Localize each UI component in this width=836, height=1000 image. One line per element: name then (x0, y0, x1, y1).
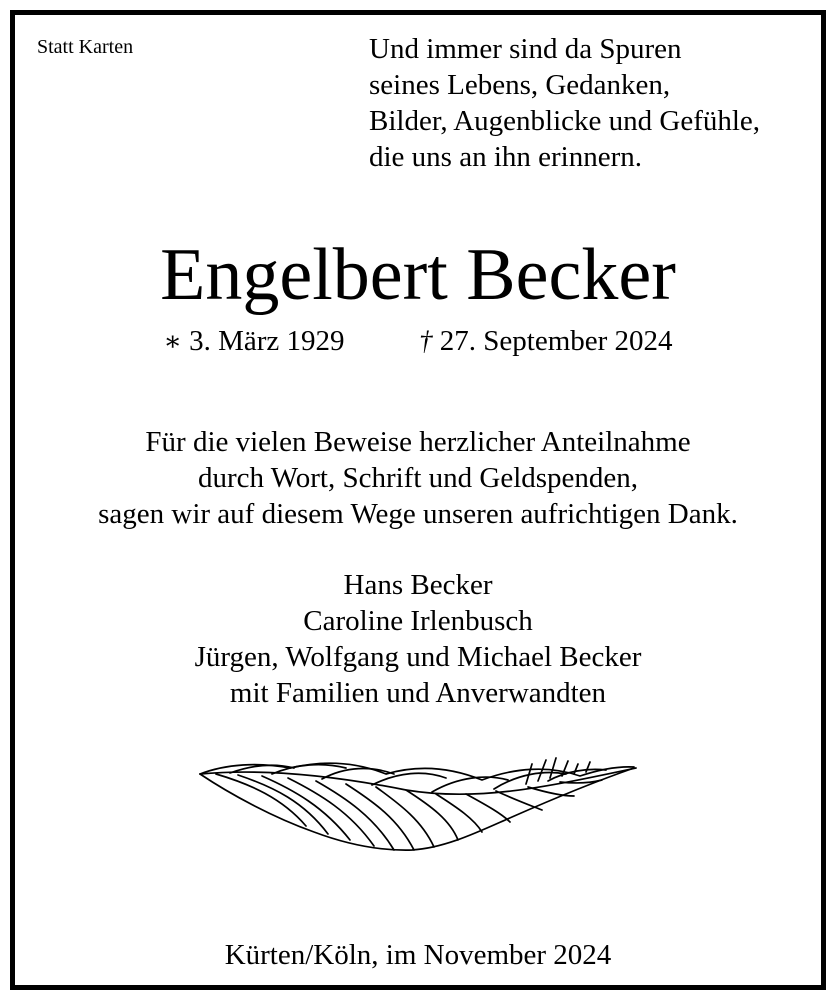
family-line: Jürgen, Wolfgang und Michael Becker (194, 641, 642, 673)
family-line: Caroline Irlenbusch (303, 605, 533, 637)
death-symbol: † (419, 326, 433, 356)
life-dates (0, 323, 836, 359)
feather-barb (432, 777, 508, 792)
birth-date: 3. März 1929 (189, 325, 345, 357)
feather-barb (406, 790, 458, 840)
feather-barb (376, 787, 434, 847)
quote-line: die uns an ihn erinnern. (369, 141, 643, 173)
thank-you-message (0, 424, 836, 532)
family-line: Hans Becker (343, 569, 493, 601)
feather-barb (494, 773, 566, 789)
feather-barb (528, 787, 574, 796)
header-note: Statt Karten (37, 36, 134, 58)
memorial-quote (369, 31, 760, 175)
thanks-line: sagen wir auf diesem Wege unseren aufrichtigen Dank. (98, 498, 738, 530)
feather-barb (496, 791, 542, 810)
feather-barb (466, 794, 510, 822)
quote-line: Bilder, Augenblicke und Gefühle, (369, 105, 761, 137)
family-line: mit Familien und Anverwandten (229, 677, 607, 709)
quote-line: Und immer sind da Spuren (369, 33, 682, 65)
feather-barb (346, 784, 414, 850)
place-and-date: Kürten/Köln, im November 2024 (224, 939, 612, 971)
feather-lower-edge (200, 768, 634, 850)
thanks-line: durch Wort, Schrift und Geldspenden, (197, 462, 639, 494)
quote-line: seines Lebens, Gedanken, (369, 69, 671, 101)
feather-barb (372, 773, 446, 785)
feather-icon (196, 756, 640, 864)
thanks-line: Für die vielen Beweise herzlicher Anteilnahme (145, 426, 691, 458)
family-signature (0, 567, 836, 711)
death-date: 27. September 2024 (439, 325, 673, 357)
deceased-name: Engelbert Becker (160, 234, 676, 316)
birth-symbol: ∗ (163, 326, 182, 356)
